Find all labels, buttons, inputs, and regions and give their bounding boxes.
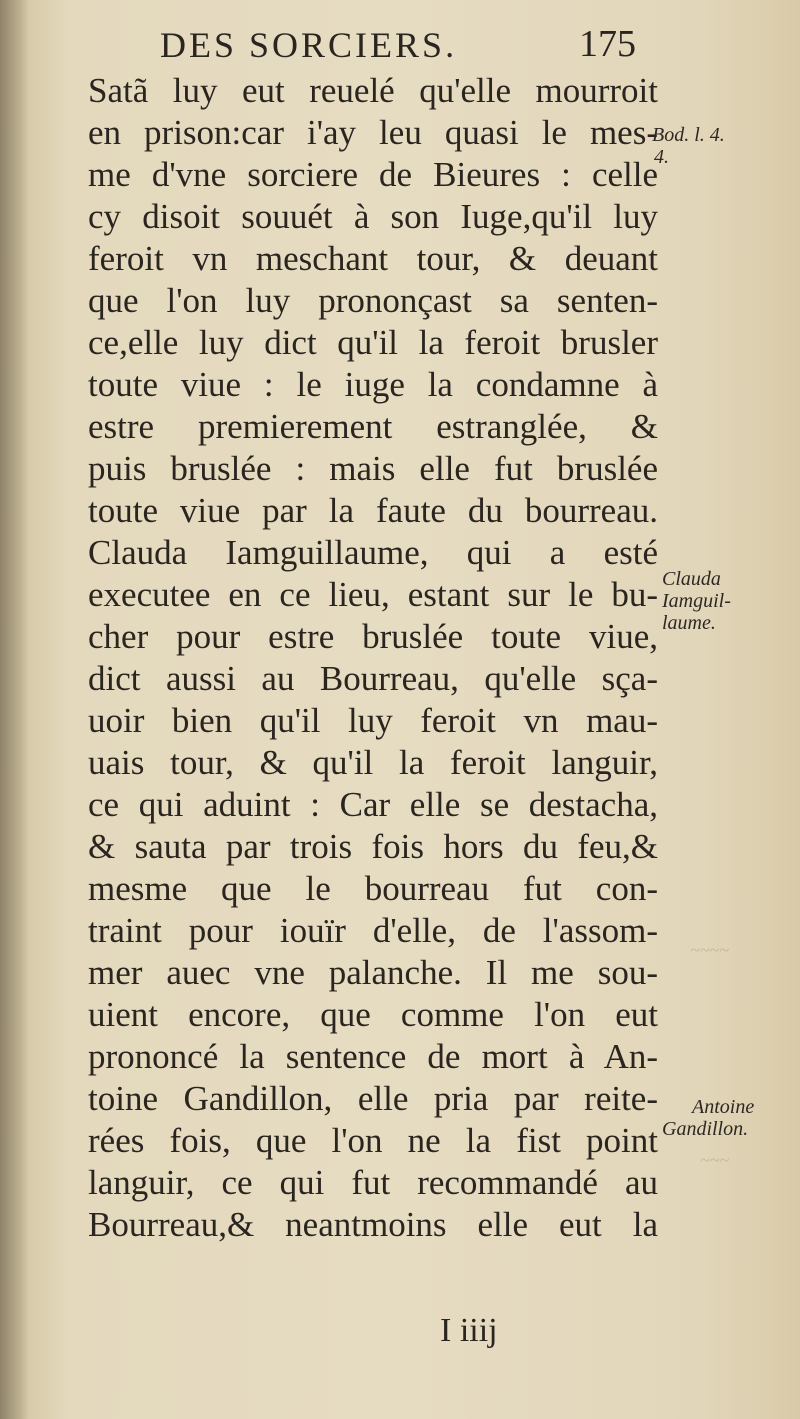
text-line: Satã luy eut reuelé qu'elle mourroit xyxy=(88,71,658,110)
text-line: me d'vne sorciere de Bieures : celle xyxy=(88,155,658,194)
margin-note-line: Clauda xyxy=(662,568,721,590)
binding-gutter xyxy=(0,0,28,1419)
margin-note-bodin xyxy=(652,124,725,168)
text-line: feroit vn meschant tour, & deuant xyxy=(88,239,658,278)
show-through-mark: ~~~ xyxy=(700,1150,730,1170)
text-line: uoir bien qu'il luy feroit vn mau- xyxy=(88,701,658,740)
text-line: traint pour iouïr d'elle, de l'assom- xyxy=(88,911,658,950)
text-line: languir, ce qui fut recommandé au xyxy=(88,1163,658,1202)
margin-note-antoine xyxy=(662,1096,754,1140)
text-line: ce qui aduint : Car elle se destacha, xyxy=(88,785,658,824)
text-line: Bourreau,& neantmoins elle eut la xyxy=(88,1205,658,1244)
text-line: executee en ce lieu, estant sur le bu- xyxy=(88,575,658,614)
text-line: estre premierement estranglée, & xyxy=(88,407,658,446)
margin-note-line: Bod. l. 4. xyxy=(652,124,725,146)
text-line: uient encore, que comme l'on eut xyxy=(88,995,658,1034)
text-line: toute viue : le iuge la condamne à xyxy=(88,365,658,404)
running-head xyxy=(160,18,660,68)
running-head-title: DES SORCIERS. xyxy=(160,25,458,65)
text-line: prononcé la sentence de mort à An- xyxy=(88,1037,658,1076)
text-line: ce,elle luy dict qu'il la feroit brusler xyxy=(88,323,658,362)
text-line: rées fois, que l'on ne la fist point xyxy=(88,1121,658,1160)
show-through-mark: ~~~~ xyxy=(690,940,729,960)
margin-note-line: Gandillon. xyxy=(662,1118,749,1140)
text-line: mer auec vne palanche. Il me sou- xyxy=(88,953,658,992)
text-line: toine Gandillon, elle pria par reite- xyxy=(88,1079,658,1118)
text-line: cy disoit souuét à son Iuge,qu'il luy xyxy=(88,197,658,236)
margin-note-line: 4. xyxy=(654,146,669,168)
text-line: cher pour estre bruslée toute viue, xyxy=(88,617,658,656)
text-line: & sauta par trois fois hors du feu,& xyxy=(88,827,658,866)
text-line: que l'on luy prononçast sa senten- xyxy=(88,281,658,320)
margin-note-clauda xyxy=(662,568,731,634)
text-line: puis bruslée : mais elle fut bruslée xyxy=(88,449,658,488)
text-line: dict aussi au Bourreau, qu'elle sça- xyxy=(88,659,658,698)
text-line: toute viue par la faute du bourreau. xyxy=(88,491,658,530)
margin-note-line: Iamguil- xyxy=(662,590,731,612)
margin-note-line: Antoine xyxy=(692,1096,755,1118)
text-line: uais tour, & qu'il la feroit languir, xyxy=(88,743,658,782)
signature-mark: I iiij xyxy=(440,1312,498,1349)
text-line: Clauda Iamguillaume, qui a esté xyxy=(88,533,658,572)
page-number: 175 xyxy=(579,23,636,65)
margin-note-line: laume. xyxy=(662,612,716,634)
text-line: mesme que le bourreau fut con- xyxy=(88,869,658,908)
body-text xyxy=(88,70,658,1246)
text-line: en prison:car i'ay leu quasi le mes- xyxy=(88,113,658,152)
